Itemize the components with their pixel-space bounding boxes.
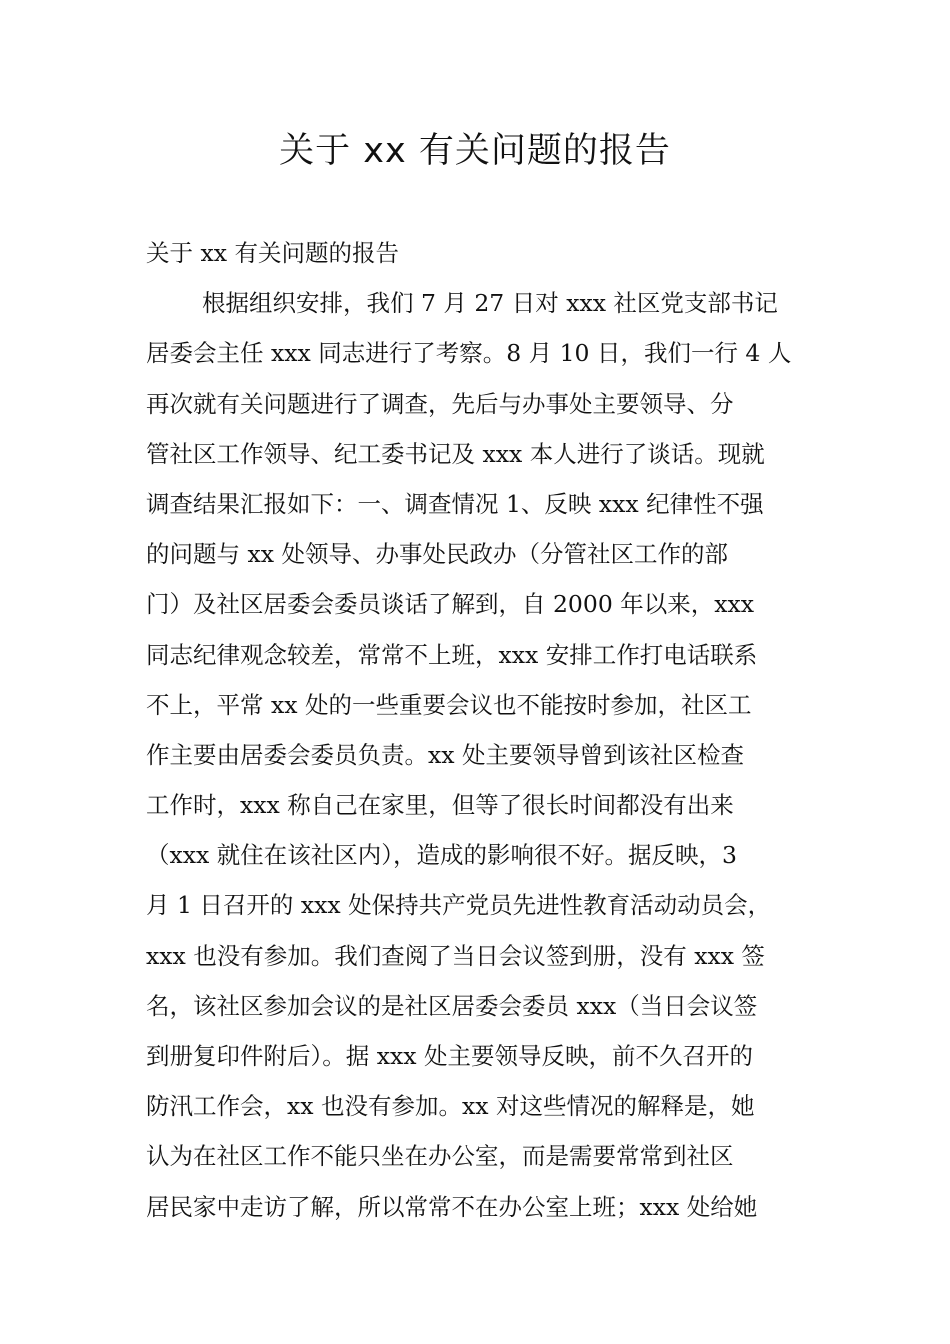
paragraph-line-15: 名，该社区参加会议的是社区居委会委员 xxx（当日会议签: [146, 991, 758, 1020]
paragraph-line-18: 认为在社区工作不能只坐在办公室，而是需要常常到社区: [146, 1142, 734, 1171]
paragraph-line-14: xxx 也没有参加。我们查阅了当日会议签到册，没有 xxx 签: [146, 941, 765, 970]
paragraph-line-3: 再次就有关问题进行了调查，先后与办事处主要领导、分: [146, 389, 734, 418]
document-subtitle: 关于 xx 有关问题的报告: [146, 239, 399, 267]
paragraph-line-5: 调查结果汇报如下：一、调查情况 1、反映 xxx 纪律性不强: [146, 489, 764, 518]
paragraph-line-8: 同志纪律观念较差，常常不上班，xxx 安排工作打电话联系: [146, 640, 758, 669]
paragraph-line-9: 不上，平常 xx 处的一些重要会议也不能按时参加，社区工: [146, 690, 752, 719]
paragraph-line-19: 居民家中走访了解，所以常常不在办公室上班；xxx 处给她: [146, 1192, 758, 1221]
paragraph-line-10: 作主要由居委会委员负责。xx 处主要领导曾到该社区检查: [146, 740, 744, 769]
document-title: 关于 xx 有关问题的报告: [279, 131, 671, 171]
paragraph-line-7: 门）及社区居委会委员谈话了解到，自 2000 年以来，xxx: [146, 590, 755, 619]
paragraph-line-11: 工作时，xxx 称自己在家里，但等了很长时间都没有出来: [146, 791, 734, 820]
paragraph-line-4: 管社区工作领导、纪工委书记及 xxx 本人进行了谈话。现就: [146, 439, 765, 468]
paragraph-line-13: 月 1 日召开的 xxx 处保持共产党员先进性教育活动动员会，: [146, 891, 772, 920]
paragraph-line-6: 的问题与 xx 处领导、办事处民政办（分管社区工作的部: [146, 540, 728, 569]
paragraph-line-2: 居委会主任 xxx 同志进行了考察。8 月 10 日，我们一行 4 人: [146, 339, 792, 368]
paragraph-line-16: 到册复印件附后）。据 xxx 处主要领导反映，前不久召开的: [146, 1042, 753, 1070]
document-body: [146, 228, 818, 1232]
paragraph-line-12: （xxx 就住在该社区内），造成的影响很不好。据反映，3: [146, 841, 737, 870]
paragraph-line-17: 防汛工作会，xx 也没有参加。xx 对这些情况的解释是，她: [146, 1092, 755, 1121]
paragraph-line-1: 根据组织安排，我们 7 月 27 日对 xxx 社区党支部书记: [202, 289, 778, 318]
